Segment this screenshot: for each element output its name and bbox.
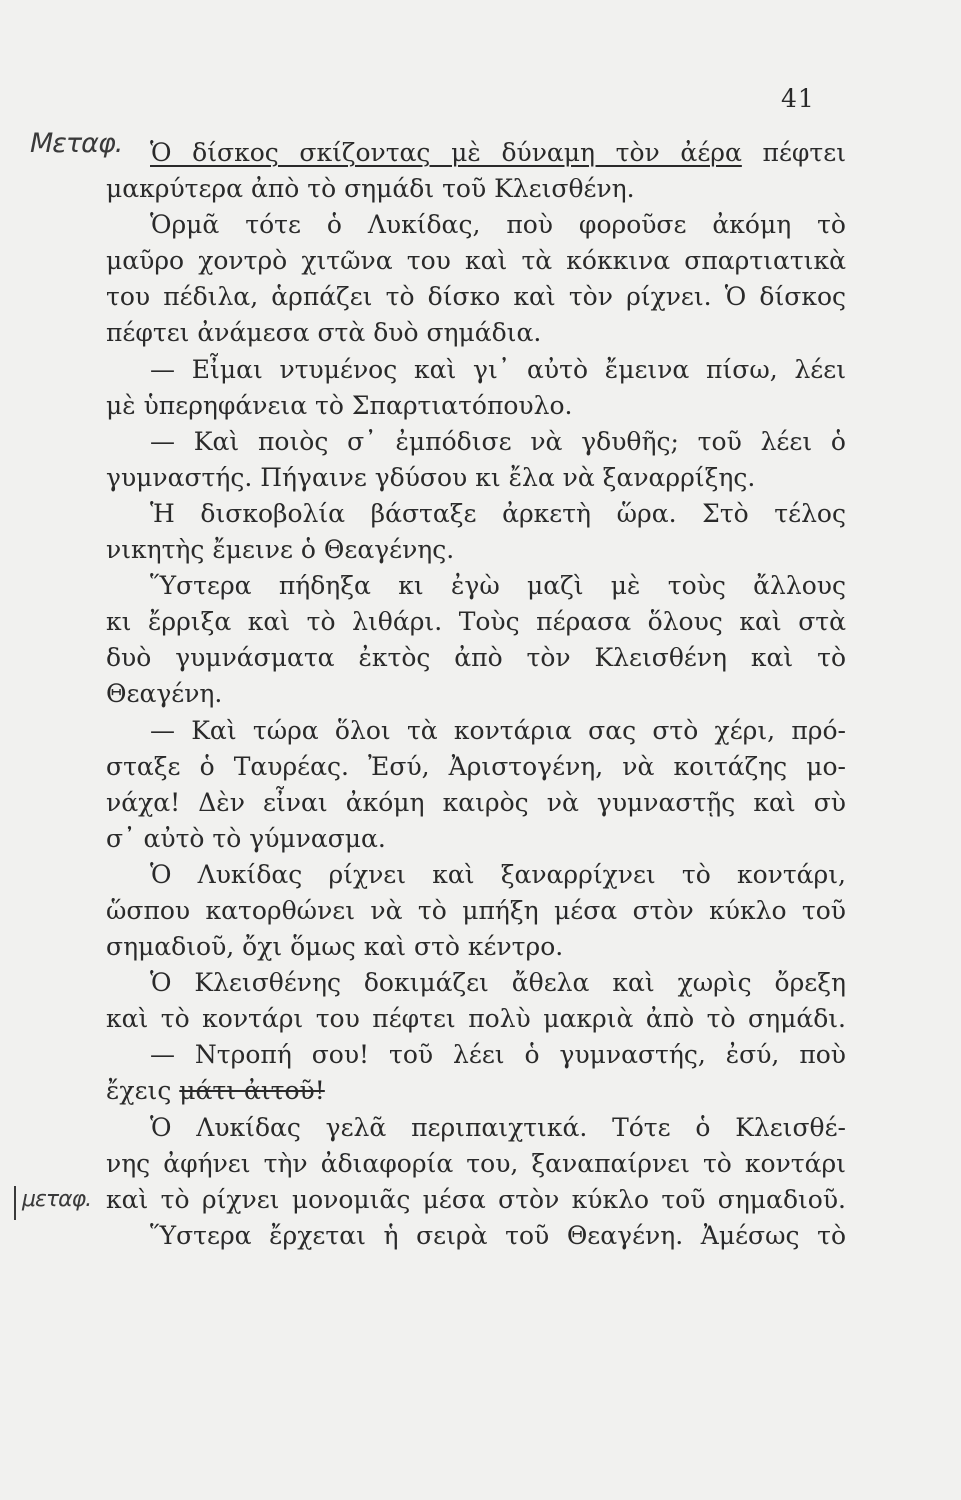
text-line-26: — Ντροπή σου! τοῦ λέει ὁ γυμναστής, ἐσύ, ποὺ	[150, 1040, 846, 1070]
text-line-13: Ὕστερα πήδηξα κι ἐγὼ μαζὶ μὲ τοὺς ἄλλους	[150, 571, 846, 601]
text-line-30: καὶ τὸ ρίχνει μονομιᾶς μέσα στὸν κύκλο τοῦ σημαδιοῦ.	[106, 1184, 846, 1214]
text-line-20: σ᾿ αὐτὸ τὸ γύμνασμα.	[106, 823, 386, 853]
text-line-31: Ὕστερα ἔρχεται ἡ σειρὰ τοῦ Θεαγένη. Ἀμέσως τὸ	[150, 1220, 846, 1250]
text-line-25: καὶ τὸ κοντάρι του πέφτει πολὺ μακριὰ ἀπὸ τὸ σημάδι.	[106, 1004, 846, 1034]
page-number: 41	[781, 84, 815, 113]
text-line-1-rest: πέφτει	[741, 138, 847, 167]
text-line-2: μακρύτερα ἀπὸ τὸ σημάδι τοῦ Κλεισθένη.	[106, 174, 635, 204]
text-line-21: Ὁ Λυκίδας ρίχνει καὶ ξαναρρίχνει τὸ κοντάρι,	[150, 859, 846, 889]
text-line-12: νικητὴς ἔμεινε ὁ Θεαγένης.	[106, 535, 455, 565]
text-line-15: δυὸ γυμνάσματα ἐκτὸς ἀπὸ τὸν Κλεισθένη καὶ τὸ	[106, 643, 846, 673]
text-line-23: σημαδιοῦ, ὄχι ὅμως καὶ στὸ κέντρο.	[106, 932, 564, 962]
body-text	[106, 135, 846, 1254]
margin-bar	[14, 1186, 16, 1220]
margin-note-middle: μεταφ.	[22, 1187, 92, 1212]
text-line-18: σταξε ὁ Ταυρέας. Ἐσύ, Ἀριστογένη, νὰ κοιτάζης μο-	[106, 751, 846, 781]
text-line-19: νάχα! Δὲν εἶναι ἀκόμη καιρὸς νὰ γυμναστῇς καὶ σὺ	[106, 787, 846, 817]
text-line-28: Ὁ Λυκίδας γελᾶ περιπαιχτικά. Τότε ὁ Κλεισθέ-	[150, 1112, 846, 1142]
text-line-5: του πέδιλα, ἁρπάζει τὸ δίσκο καὶ τὸν ρίχνει. Ὁ δίσκος	[106, 282, 846, 312]
underlined-phrase: Ὁ δίσκος σκίζοντας μὲ δύναμη τὸν ἀέρα	[150, 138, 742, 167]
text-line-17: — Καὶ τώρα ὅλοι τὰ κοντάρια σας στὸ χέρι, πρό-	[150, 715, 846, 745]
text-line-14: κι ἔρριξα καὶ τὸ λιθάρι. Τοὺς πέρασα ὅλους καὶ στὰ	[106, 607, 846, 637]
text-line-22: ὥσπου κατορθώνει νὰ τὸ μπήξη μέσα στὸν κύκλο τοῦ	[106, 895, 846, 925]
text-line-16: Θεαγένη.	[106, 679, 223, 709]
text-line-7: — Εἶμαι ντυμένος καὶ γι᾿ αὐτὸ ἔμεινα πίσω, λέει	[150, 354, 846, 384]
text-line-6: πέφτει ἀνάμεσα στὰ δυὸ σημάδια.	[106, 318, 542, 348]
text-line-3: Ὁρμᾶ τότε ὁ Λυκίδας, ποὺ φοροῦσε ἀκόμη τὸ	[150, 210, 846, 240]
text-line-27-start: ἔχεις	[106, 1076, 180, 1106]
text-line-9: — Καὶ ποιὸς σ᾿ ἐμπόδισε νὰ γδυθῆς; τοῦ λέει ὁ	[150, 426, 846, 456]
text-line-24: Ὁ Κλεισθένης δοκιμάζει ἄθελα καὶ χωρὶς ὄρεξη	[150, 968, 846, 998]
text-line-1	[106, 135, 846, 171]
struck-phrase: μάτι ἀιτοῦ!	[179, 1076, 325, 1106]
text-line-8: μὲ ὑπερηφάνεια τὸ Σπαρτιατόπουλο.	[106, 390, 573, 420]
text-line-29: νης ἀφήνει τὴν ἀδιαφορία του, ξαναπαίρνει τὸ κοντάρι	[106, 1148, 846, 1178]
text-line-11: Ἡ δισκοβολία βάσταξε ἀρκετὴ ὥρα. Στὸ τέλος	[150, 498, 846, 528]
margin-note-top: Μεταφ.	[30, 128, 123, 159]
text-line-27	[106, 1073, 846, 1109]
text-line-10: γυμναστής. Πήγαινε γδύσου κι ἔλα νὰ ξαναρρίξης.	[106, 462, 756, 492]
text-line-4: μαῦρο χοντρὸ χιτῶνα του καὶ τὰ κόκκινα σπαρτιατικὰ	[106, 246, 846, 276]
